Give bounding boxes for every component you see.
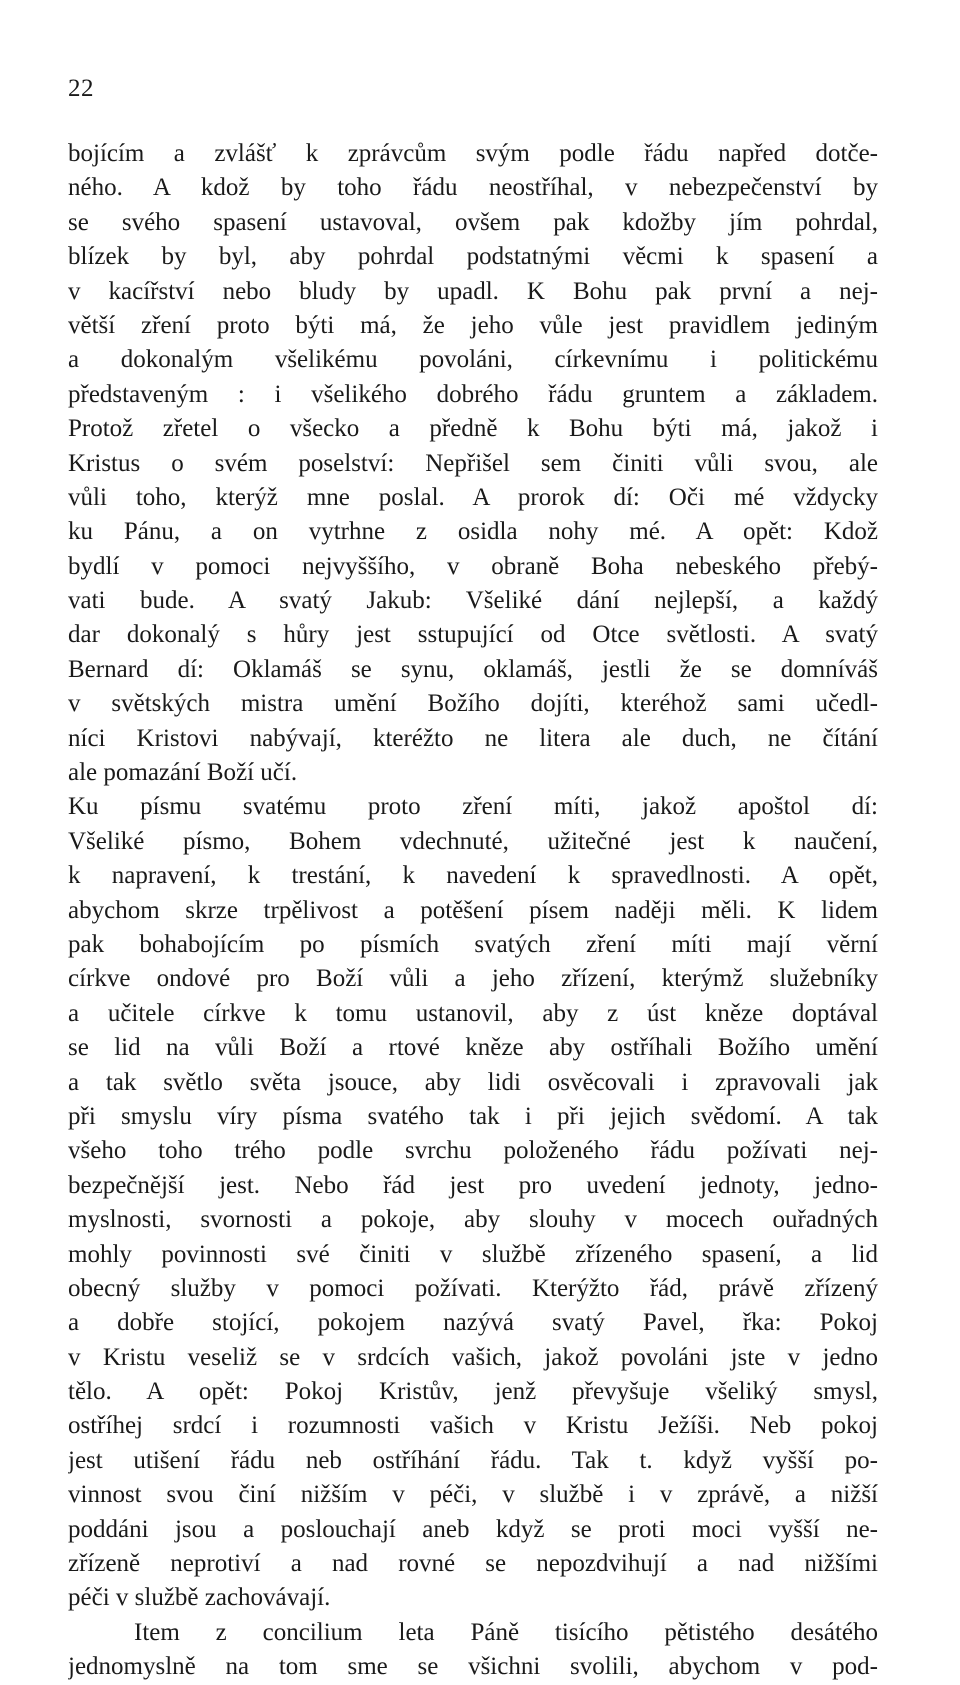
text-line: v kacířství nebo bludy by upadl. K Bohu pak první a nej-: [68, 277, 878, 305]
text-line: zřízeně neprotiví a nad rovné se nepozdvihují a nad nižšími: [68, 1550, 878, 1578]
text-line: a tak světlo světa jsouce, aby lidi osvěcovali i zpravovali jak: [68, 1068, 878, 1096]
text-line: všeho toho trého podle svrchu položeného řádu požívati nej-: [68, 1137, 878, 1165]
text-line: obecný služby v pomoci požívati. Kterýžto řád, právě zřízený: [68, 1274, 878, 1302]
text-line: myslnosti, svornosti a pokoje, aby slouhy v mocech ouřadných: [68, 1206, 878, 1234]
text-line: církve ondové pro Boží vůli a jeho zřízení, kterýmž služebníky: [68, 965, 878, 993]
text-line: při smyslu víry písma svatého tak i při jejich svědomí. A tak: [68, 1102, 878, 1130]
text-line: bydlí v pomoci nejvyššího, v obraně Boha nebeského přebý-: [68, 552, 878, 580]
text-line: ku Pánu, a on vytrhne z osidla nohy mé. A opět: Kdož: [68, 518, 878, 546]
text-line: jest utišení řádu neb ostříhání řádu. Tak t. když vyšší po-: [68, 1446, 878, 1474]
page-number: 22: [68, 75, 94, 102]
text-line: bojícím a zvlášť k zprávcům svým podle řádu napřed dotče-: [68, 140, 878, 167]
text-line: mohly povinnosti své činiti v službě zřízeného spasení, a lid: [68, 1240, 878, 1268]
text-line: níci Kristovi nabývají, kteréžto ne litera ale duch, ne čítání: [68, 724, 878, 752]
body-text: [68, 137, 878, 1685]
text-line: a učitele církve k tomu ustanovil, aby z úst kněze doptával: [68, 999, 878, 1027]
text-line: představeným : i všelikého dobrého řádu gruntem a základem.: [68, 380, 878, 408]
text-line: abychom skrze trpělivost a potěšení písem naději měli. K lidem: [68, 896, 878, 924]
text-line: poddáni jsou a poslouchají aneb když se proti moci vyšší ne-: [68, 1515, 878, 1543]
text-line: se svého spasení ustavoval, ovšem pak kdožby jím pohrdal,: [68, 208, 878, 236]
text-line: vati bude. A svatý Jakub: Všeliké dání nejlepší, a každý: [68, 587, 878, 615]
text-line: se lid na vůli Boží a rtové kněze aby ostříhali Božího umění: [68, 1034, 878, 1062]
text-line: Ku písmu svatému proto zření míti, jakož apoštol dí:: [68, 793, 878, 821]
text-line: Všeliké písmo, Bohem vdechnuté, užitečné jest k naučení,: [68, 827, 878, 855]
text-line: bezpečnější jest. Nebo řád jest pro uvedení jednoty, jedno-: [68, 1171, 878, 1199]
text-line: k napravení, k trestání, k navedení k spravedlnosti. A opět,: [68, 862, 878, 890]
text-line: v Kristu veseliž se v srdcích vašich, jakož povoláni jste v jedno: [68, 1343, 878, 1371]
text-line: Item z concilium leta Páně tisícího pětistého desátého: [134, 1618, 878, 1646]
text-line: Protož zřetel o všecko a předně k Bohu býti má, jakož i: [68, 415, 878, 443]
text-line: a dobře stojící, pokojem nazývá svatý Pavel, řka: Pokoj: [68, 1309, 878, 1337]
text-line: blízek by byl, aby pohrdal podstatnými věcmi k spasení a: [68, 243, 878, 271]
text-line: a dokonalým všelikému povoláni, církevnímu i politickému: [68, 346, 878, 374]
text-line: ostříhej srdcí i rozumnosti vašich v Kristu Ježíši. Neb pokoj: [68, 1412, 878, 1440]
text-line: větší zření proto býti má, že jeho vůle jest pravidlem jediným: [68, 311, 878, 339]
text-line: pak bohabojícím po písmích svatých zření míti mají věrní: [68, 930, 878, 958]
text-line: ného. A kdož by toho řádu neostříhal, v nebezpečenství by: [68, 174, 878, 202]
text-line: vinnost svou činí nižším v péči, v službě i v zprávě, a nižší: [68, 1481, 878, 1509]
text-line: ale pomazání Boží učí.: [68, 759, 298, 787]
text-line: dar dokonalý s hůry jest sstupující od Otce světlosti. A svatý: [68, 621, 878, 649]
text-line: Kristus o svém poselství: Nepřišel sem činiti vůli svou, ale: [68, 449, 878, 477]
text-line: vůli toho, kterýž mne poslal. A prorok dí: Oči mé vždycky: [68, 483, 878, 511]
text-line: tělo. A opět: Pokoj Kristův, jenž převyšuje všeliký smysl,: [68, 1378, 878, 1406]
text-line: Bernard dí: Oklamáš se synu, oklamáš, jestli že se domníváš: [68, 655, 878, 683]
text-line: péči v službě zachovávají.: [68, 1584, 331, 1612]
text-line: v světských mistra umění Božího dojíti, kteréhož sami učedl-: [68, 690, 878, 718]
text-line: jednomyslně na tom sme se všichni svolili, abychom v pod-: [68, 1653, 878, 1681]
